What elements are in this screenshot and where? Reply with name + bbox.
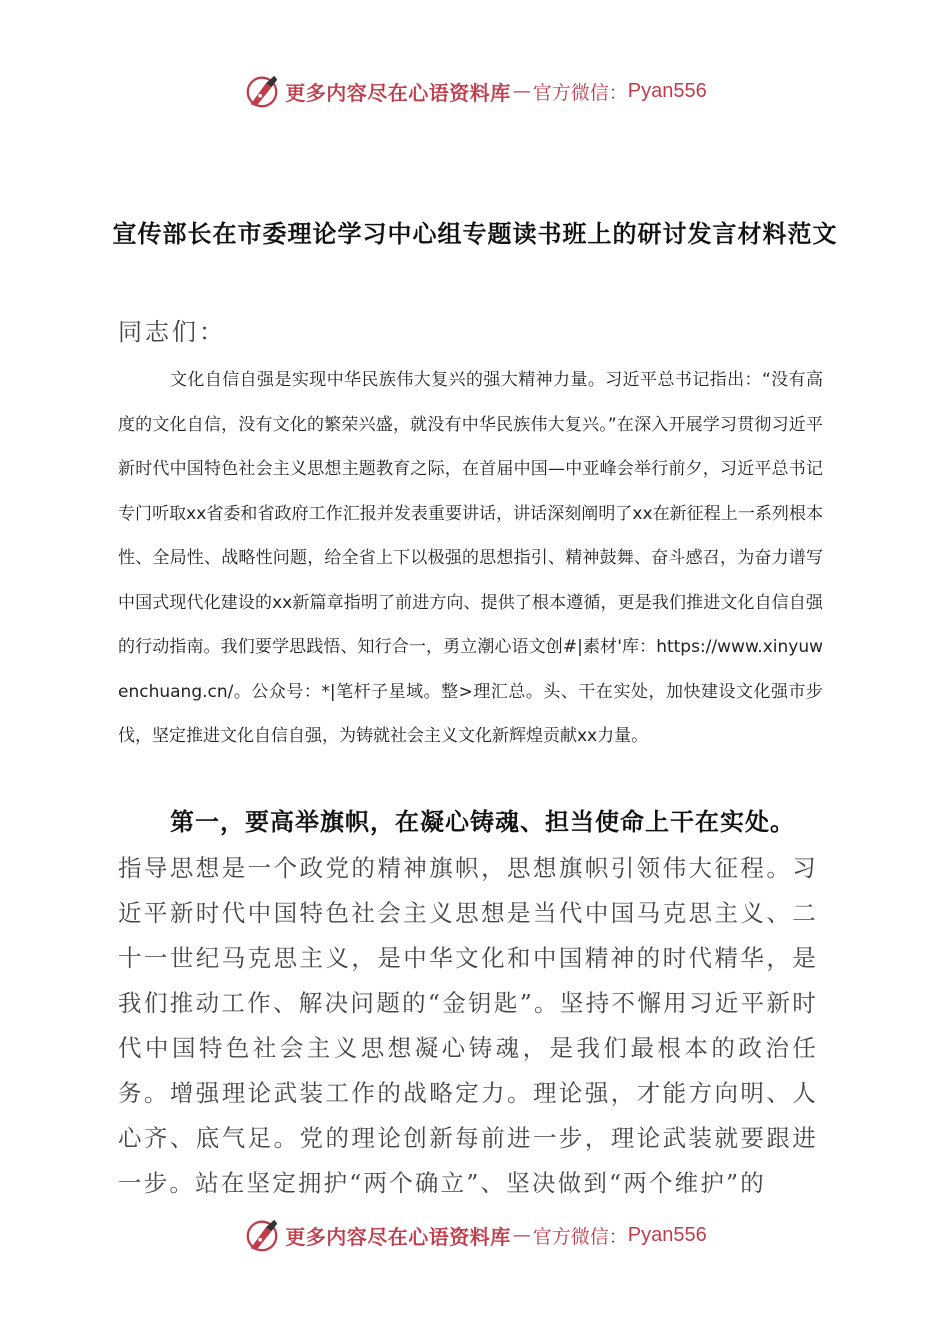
watermark-separator: —	[512, 1224, 531, 1246]
watermark-group	[243, 1216, 706, 1254]
watermark-wechat-label: 官方微信：	[532, 81, 628, 104]
section-body-paragraph: 指导思想是一个政党的精神旗帜，思想旗帜引领伟大征程。习近平新时代中国特色社会主义思想是当代中国马克思主义、二十一世纪马克思主义，是中华文化和中国精神的时代精华，是我们推动工作、解决问题的“金钥匙”。坚持不懈用习近平新时代中国特色社会主义思想凝心铸魂，是我们最根本的政治任务。增强理论武装工作的战略定力。理论强，才能方向明、人心齐、底气足。党的理论创新每前进一步，理论武装就要跟进一步。站在坚定拥护“两个确立”、坚决做到“两个维护”的	[118, 854, 818, 1197]
pen-nib-circle-icon	[243, 72, 281, 110]
watermark-separator: —	[512, 80, 531, 102]
watermark-text: 更多内容尽在心语资料库	[285, 80, 511, 105]
pen-nib-circle-icon	[243, 1216, 281, 1254]
footer-watermark	[0, 1210, 950, 1260]
watermark-wechat-label: 官方微信：	[532, 1225, 628, 1248]
document-title: 宣传部长在市委理论学习中心组专题读书班上的研讨发言材料范文	[112, 219, 838, 248]
header-watermark	[0, 66, 950, 116]
watermark-text: 更多内容尽在心语资料库	[285, 1224, 511, 1249]
greeting: 同志们：	[118, 318, 226, 346]
watermark-group	[243, 72, 706, 110]
intro-paragraph: 文化自信自强是实现中华民族伟大复兴的强大精神力量。习近平总书记指出：“没有高度的文化自信，没有文化的繁荣兴盛，就没有中华民族伟大复兴。”在深入开展学习贯彻习近平新时代中国特色社会主义思想主题教育之际，在首届中国—中亚峰会举行前夕，习近平总书记专门听取xx省委和省政府工作汇报并发表重要讲话，讲话深刻阐明了xx在新征程上一系列根本性、全局性、战略性问题，给全省上下以极强的思想指引、精神鼓舞、奋斗感召，为奋力谱写中国式现代化建设的xx新篇章指明了前进方向、提供了根本遵循，更是我们推进文化自信自强的行动指南。我们要学思践悟、知行合一，勇立潮心语文创#|素材'库：https://www.xinyuwenchuang.cn/。公众号：*|笔杆子星域。整>理汇总。头、干在实处，加快建设文化强市步伐，坚定推进文化自信自强，为铸就社会主义文化新辉煌贡献xx力量。	[118, 370, 823, 746]
watermark-wechat-id: Pyan556	[627, 1223, 707, 1246]
section-heading: 第一，要高举旗帜，在凝心铸魂、担当使命上干在实处。	[170, 807, 795, 836]
watermark-wechat-id: Pyan556	[627, 79, 707, 102]
